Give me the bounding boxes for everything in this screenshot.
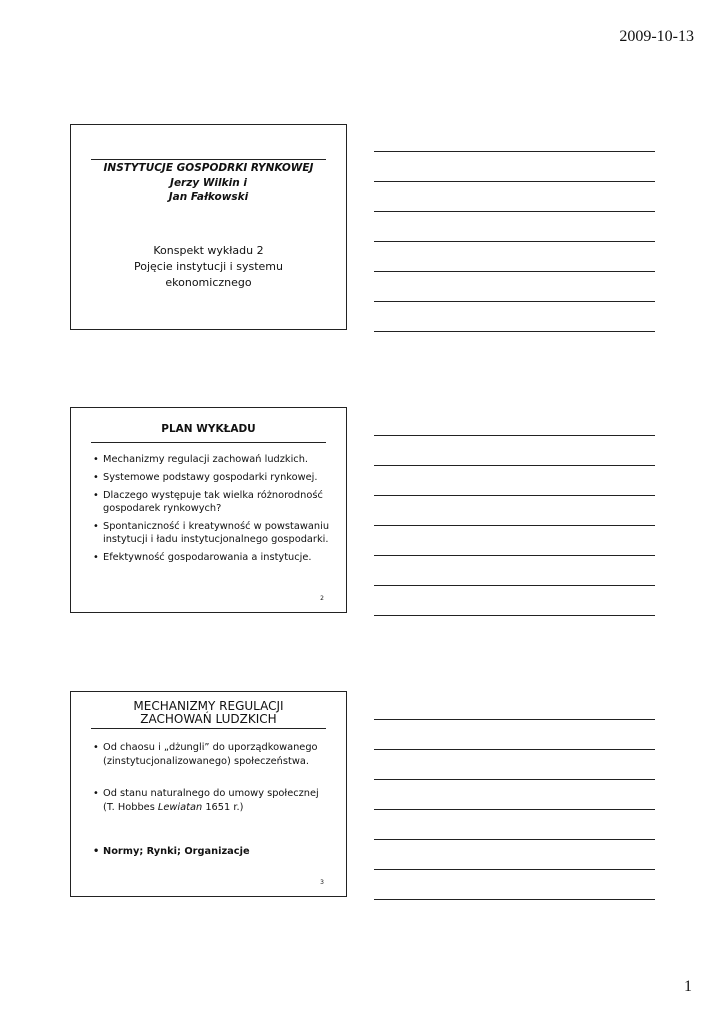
note-line [374,181,655,182]
slide-number: 3 [320,879,324,886]
list-item: • Od chaosu i „dżungli” do uporządkowanego (zinstytucjonalizowanego) społeczeństwa. [93,741,332,769]
list-item-text: 1651 r.) [202,802,244,813]
slide-title: PLAN WYKŁADU [161,423,256,435]
slide-1 [70,124,347,330]
page-date: 2009-10-13 [619,28,694,45]
slide-number: 2 [320,595,324,602]
note-line [374,749,655,750]
course-title: INSTYTUCJE GOSPODRKI RYNKOWEJ [103,162,314,174]
title-rule [91,159,326,160]
list-item: • Dlaczego występuje tak wielka różnorodność gospodarek rynkowych? [93,489,332,515]
bullet-list [93,741,332,859]
note-line [374,301,655,302]
note-line [374,211,655,212]
note-line [374,525,655,526]
note-line [374,495,655,496]
slide-2 [70,407,347,613]
author-line-2: Jan Fałkowski [168,191,249,203]
note-line [374,585,655,586]
note-line [374,465,655,466]
list-item: • Spontaniczność i kreatywność w powstawaniu instytucji i ładu instytucjonalnego gospodarki. [93,520,332,546]
note-line [374,839,655,840]
title-rule [91,728,326,729]
note-line [374,869,655,870]
note-line [374,809,655,810]
author-line-1: Jerzy Wilkin i [170,176,247,189]
book-title: Lewiatan [157,802,203,813]
note-line [374,719,655,720]
list-item: • Efektywność gospodarowania a instytucje. [93,551,332,564]
page-number: 1 [684,978,692,995]
list-item: • Normy; Rynki; Organizacje [93,845,332,859]
note-line [374,899,655,900]
bullet-list [93,453,332,569]
note-line [374,241,655,242]
title-rule [91,442,326,443]
list-item: • Mechanizmy regulacji zachowań ludzkich. [93,453,332,466]
note-line [374,331,655,332]
list-item: • Systemowe podstawy gospodarki rynkowej. [93,471,332,484]
list-item-text: Od stanu naturalnego do umowy społecznej (T. Hobbes [103,788,319,813]
note-line [374,435,655,436]
slide-title [71,161,346,205]
subtitle-line-3: ekonomicznego [165,276,252,289]
note-line [374,271,655,272]
note-line [374,151,655,152]
note-line [374,615,655,616]
title-line-1: MECHANIZMY REGULACJI [133,699,284,713]
slide-3 [70,691,347,897]
slide-title [71,700,346,726]
title-line-2: ZACHOWAŃ LUDZKICH [140,712,277,726]
slide-subtitle [71,243,346,291]
note-line [374,779,655,780]
subtitle-line-1: Konspekt wykładu 2 [153,244,264,257]
subtitle-line-2: Pojęcie instytucji i systemu [134,260,283,273]
note-line [374,555,655,556]
list-item [93,787,332,815]
